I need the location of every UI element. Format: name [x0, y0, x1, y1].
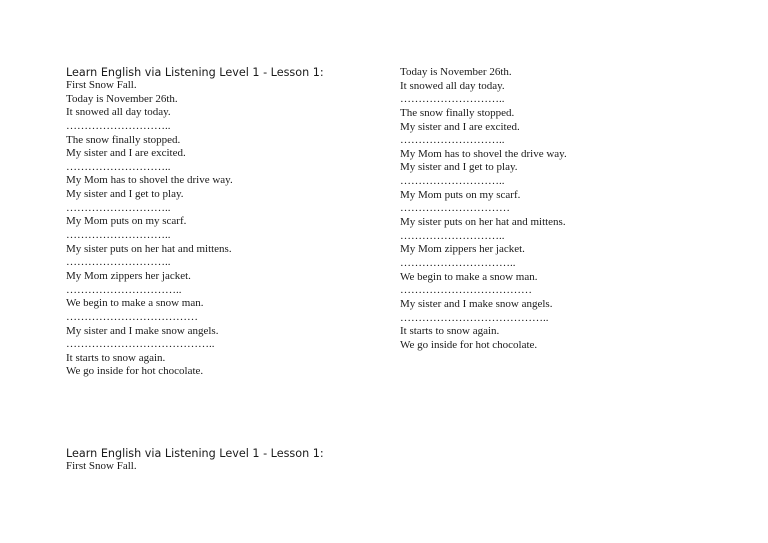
text-line: It snowed all day today.: [400, 79, 505, 92]
text-line: We go inside for hot chocolate.: [66, 365, 204, 378]
left-column: [66, 66, 386, 379]
right-column: [400, 66, 740, 352]
blank-line: ………………………..: [400, 229, 505, 242]
text-line: It starts to snow again.: [400, 325, 500, 338]
text-line: My sister puts on her hat and mittens.: [66, 242, 232, 255]
right-lines: [400, 66, 740, 352]
text-line: It snowed all day today.: [66, 106, 171, 119]
text-line: The snow finally stopped.: [400, 106, 515, 119]
bottom-section: [66, 447, 386, 474]
text-line: My Mom puts on my scarf.: [400, 188, 521, 201]
text-line: The snow finally stopped.: [66, 133, 181, 146]
text-line: My sister and I get to play.: [400, 161, 518, 174]
text-line: My sister and I make snow angels.: [400, 297, 553, 310]
blank-line: ………………………..: [66, 229, 171, 242]
text-line: My sister and I make snow angels.: [66, 324, 219, 337]
blank-line: …………………………..: [400, 256, 516, 269]
text-line: My sister and I are excited.: [66, 147, 186, 160]
text-line: It starts to snow again.: [66, 351, 166, 364]
blank-line: …………………………..: [66, 283, 182, 296]
text-line: My sister puts on her hat and mittens.: [400, 216, 566, 229]
text-line: We go inside for hot chocolate.: [400, 338, 538, 351]
text-line: We begin to make a snow man.: [66, 297, 204, 310]
lesson-heading: Learn English via Listening Level 1 - Lesson 1:: [66, 66, 324, 79]
text-line: My sister and I get to play.: [66, 188, 184, 201]
text-line: My Mom has to shovel the drive way.: [66, 174, 233, 187]
blank-line: ………………………..: [66, 119, 171, 132]
text-line: We begin to make a snow man.: [400, 270, 538, 283]
blank-line: ………………………..: [66, 256, 171, 269]
blank-line: ………………………………: [66, 310, 198, 323]
text-line: My Mom zippers her jacket.: [400, 243, 525, 256]
text-line: Today is November 26th.: [400, 66, 512, 78]
left-lines: [66, 79, 386, 379]
lesson-heading: Learn English via Listening Level 1 - Lesson 1:: [66, 447, 324, 460]
text-line: Today is November 26th.: [66, 92, 178, 105]
lesson-title: First Snow Fall.: [66, 79, 137, 91]
blank-line: ………………………..: [400, 175, 505, 188]
lesson-title: First Snow Fall.: [66, 460, 137, 472]
blank-line: ………………………………: [400, 284, 532, 297]
text-line: My Mom has to shovel the drive way.: [400, 147, 567, 160]
blank-line: …………………………………..: [400, 311, 549, 324]
blank-line: ………………………..: [400, 134, 505, 147]
blank-line: …………………………: [400, 202, 510, 215]
blank-line: …………………………………..: [66, 338, 215, 351]
bottom-lines: [66, 460, 386, 474]
text-line: My sister and I are excited.: [400, 120, 520, 133]
text-line: My Mom zippers her jacket.: [66, 269, 191, 282]
blank-line: ………………………..: [66, 201, 171, 214]
blank-line: ………………………..: [66, 160, 171, 173]
blank-line: ………………………..: [400, 93, 505, 106]
text-line: My Mom puts on my scarf.: [66, 215, 187, 228]
